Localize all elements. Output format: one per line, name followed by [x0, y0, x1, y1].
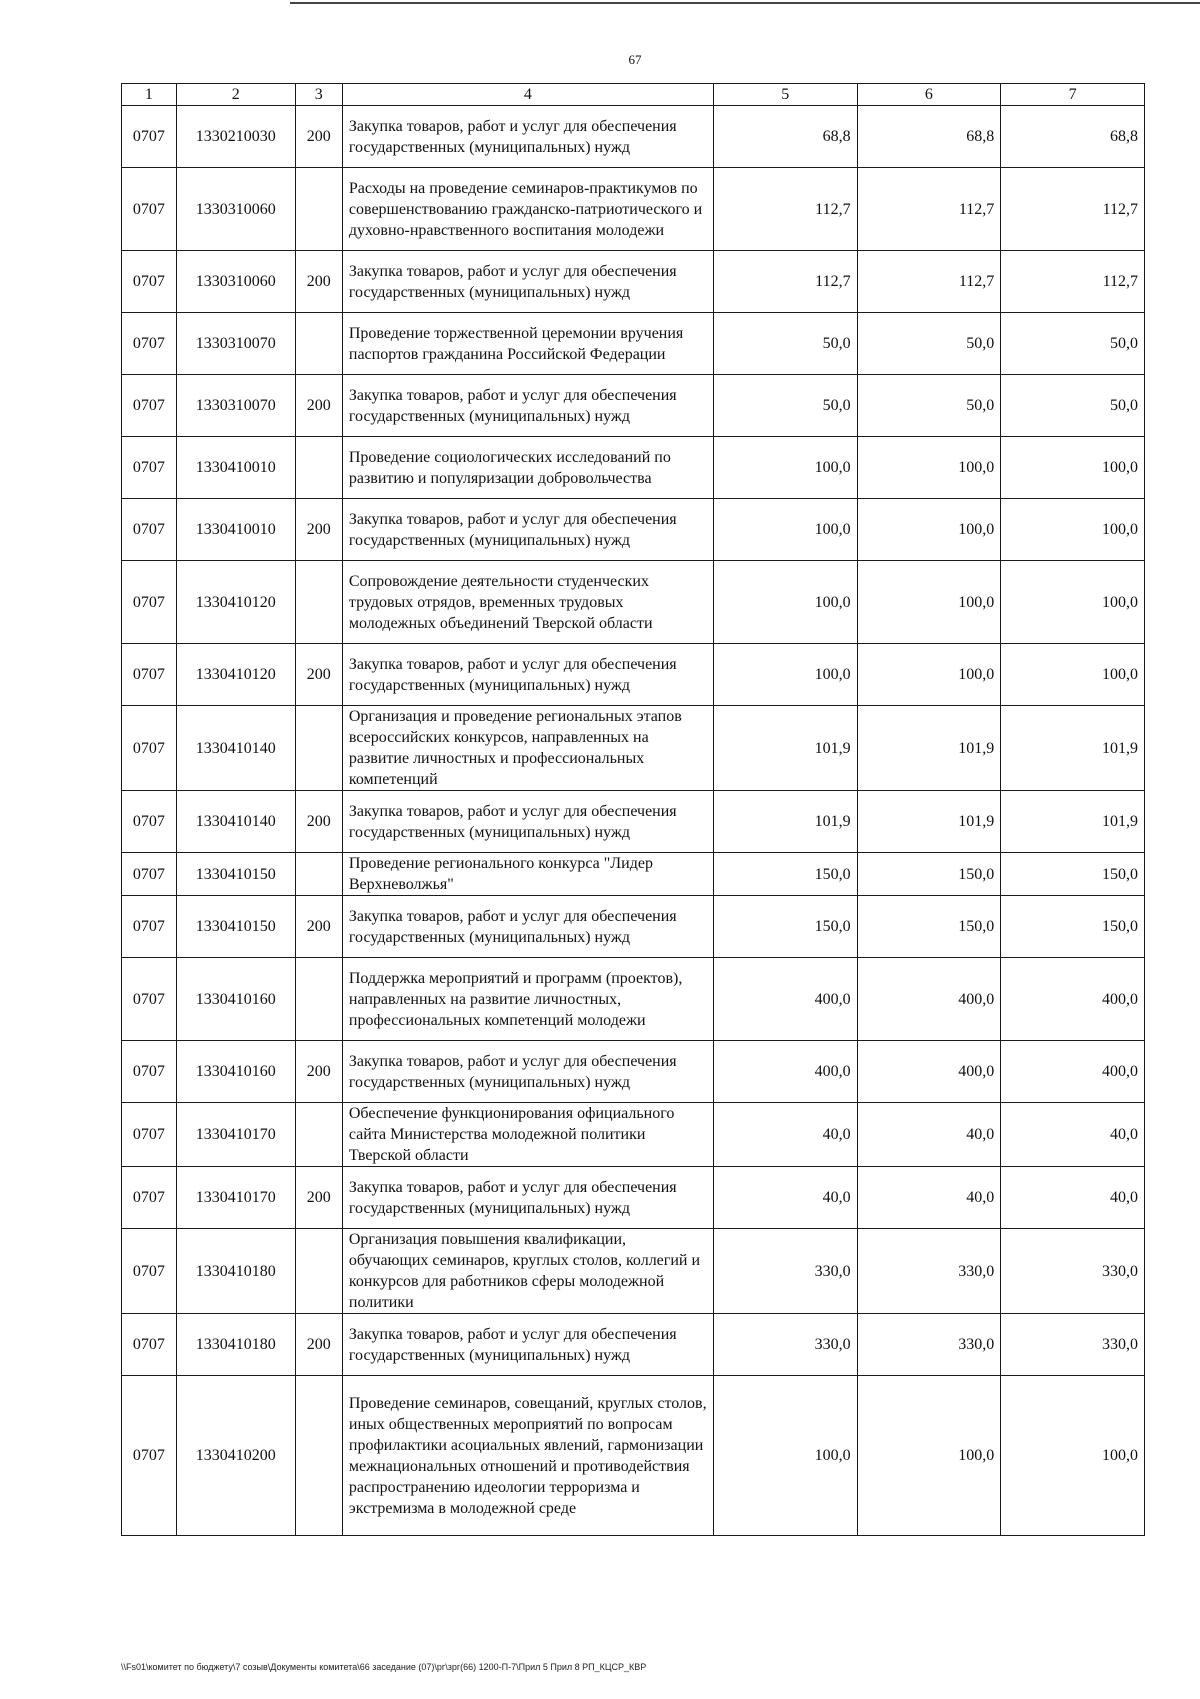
table-row	[122, 644, 1145, 706]
cell-amount-col5: 112,7	[713, 168, 857, 251]
cell-item-name: Проведение социологических исследований по развитию и популяризации добровольчества	[342, 437, 713, 499]
cell-amount-col6: 100,0	[857, 561, 1001, 644]
cell-amount-col7: 50,0	[1001, 375, 1145, 437]
cell-amount-col7: 100,0	[1001, 644, 1145, 706]
table-row	[122, 1103, 1145, 1167]
table-row	[122, 958, 1145, 1041]
table-row	[122, 896, 1145, 958]
cell-section-code: 0707	[122, 853, 177, 896]
table-row	[122, 499, 1145, 561]
cell-target-code: 1330410010	[176, 437, 295, 499]
cell-item-name: Закупка товаров, работ и услуг для обеспечения государственных (муниципальных) нужд	[342, 375, 713, 437]
cell-amount-col6: 101,9	[857, 706, 1001, 791]
cell-expense-type: 200	[295, 791, 342, 853]
column-header: 5	[713, 84, 857, 106]
cell-section-code: 0707	[122, 1376, 177, 1536]
table-row	[122, 168, 1145, 251]
cell-amount-col7: 68,8	[1001, 106, 1145, 168]
table-row	[122, 1167, 1145, 1229]
file-path-footer: \\Fs01\комитет по бюджету\7 созыв\Документы комитета\66 заседание (07)\рг\зрг(66) 1200-П-7\Прил 5 Прил 8 РП_КЦСР_КВР	[121, 1662, 647, 1672]
cell-amount-col6: 50,0	[857, 313, 1001, 375]
column-header: 4	[342, 84, 713, 106]
cell-item-name: Проведение торжественной церемонии вручения паспортов гражданина Российской Федерации	[342, 313, 713, 375]
table-row	[122, 375, 1145, 437]
column-header: 1	[122, 84, 177, 106]
cell-amount-col5: 101,9	[713, 706, 857, 791]
cell-section-code: 0707	[122, 644, 177, 706]
cell-target-code: 1330310060	[176, 168, 295, 251]
cell-amount-col5: 101,9	[713, 791, 857, 853]
cell-target-code: 1330310070	[176, 375, 295, 437]
cell-section-code: 0707	[122, 706, 177, 791]
column-header: 2	[176, 84, 295, 106]
cell-amount-col7: 100,0	[1001, 437, 1145, 499]
cell-amount-col7: 100,0	[1001, 499, 1145, 561]
cell-amount-col7: 101,9	[1001, 791, 1145, 853]
cell-section-code: 0707	[122, 1314, 177, 1376]
cell-amount-col7: 150,0	[1001, 853, 1145, 896]
cell-amount-col7: 100,0	[1001, 561, 1145, 644]
cell-expense-type	[295, 1229, 342, 1314]
cell-expense-type	[295, 168, 342, 251]
cell-amount-col6: 100,0	[857, 499, 1001, 561]
cell-item-name: Обеспечение функционирования официального сайта Министерства молодежной политики Тверской области	[342, 1103, 713, 1167]
cell-amount-col5: 100,0	[713, 437, 857, 499]
cell-section-code: 0707	[122, 251, 177, 313]
cell-amount-col5: 100,0	[713, 1376, 857, 1536]
table-row	[122, 251, 1145, 313]
cell-item-name: Расходы на проведение семинаров-практикумов по совершенствованию гражданско-патриотического и духовно-нравственного воспитания молодежи	[342, 168, 713, 251]
cell-amount-col6: 40,0	[857, 1167, 1001, 1229]
cell-amount-col7: 150,0	[1001, 896, 1145, 958]
cell-expense-type: 200	[295, 644, 342, 706]
cell-amount-col6: 100,0	[857, 437, 1001, 499]
cell-item-name: Закупка товаров, работ и услуг для обеспечения государственных (муниципальных) нужд	[342, 1167, 713, 1229]
cell-expense-type: 200	[295, 1167, 342, 1229]
table-row	[122, 791, 1145, 853]
cell-section-code: 0707	[122, 375, 177, 437]
cell-target-code: 1330410180	[176, 1314, 295, 1376]
cell-amount-col6: 112,7	[857, 168, 1001, 251]
cell-amount-col7: 400,0	[1001, 958, 1145, 1041]
cell-item-name: Поддержка мероприятий и программ (проектов), направленных на развитие личностных, профессиональных компетенций молодежи	[342, 958, 713, 1041]
cell-amount-col7: 100,0	[1001, 1376, 1145, 1536]
cell-expense-type	[295, 706, 342, 791]
table-row	[122, 706, 1145, 791]
cell-expense-type: 200	[295, 1314, 342, 1376]
cell-amount-col5: 150,0	[713, 896, 857, 958]
cell-amount-col5: 100,0	[713, 644, 857, 706]
table-row	[122, 437, 1145, 499]
cell-expense-type	[295, 1376, 342, 1536]
cell-amount-col7: 40,0	[1001, 1167, 1145, 1229]
cell-amount-col7: 50,0	[1001, 313, 1145, 375]
cell-amount-col6: 100,0	[857, 644, 1001, 706]
cell-amount-col7: 40,0	[1001, 1103, 1145, 1167]
cell-amount-col7: 400,0	[1001, 1041, 1145, 1103]
page-number: 67	[628, 52, 642, 67]
cell-item-name: Проведение регионального конкурса "Лидер Верхневолжья"	[342, 853, 713, 896]
cell-amount-col5: 400,0	[713, 958, 857, 1041]
cell-target-code: 1330410120	[176, 644, 295, 706]
cell-expense-type: 200	[295, 896, 342, 958]
cell-section-code: 0707	[122, 896, 177, 958]
cell-item-name: Организация и проведение региональных этапов всероссийских конкурсов, направленных на развитие личностных и профессиональных компетенций	[342, 706, 713, 791]
cell-expense-type	[295, 437, 342, 499]
cell-target-code: 1330410010	[176, 499, 295, 561]
column-number-row	[122, 84, 1145, 106]
table-row	[122, 106, 1145, 168]
cell-target-code: 1330310060	[176, 251, 295, 313]
cell-section-code: 0707	[122, 106, 177, 168]
column-header: 6	[857, 84, 1001, 106]
cell-section-code: 0707	[122, 1103, 177, 1167]
cell-amount-col6: 68,8	[857, 106, 1001, 168]
cell-target-code: 1330410140	[176, 791, 295, 853]
table-row	[122, 1376, 1145, 1536]
cell-amount-col6: 40,0	[857, 1103, 1001, 1167]
cell-amount-col5: 400,0	[713, 1041, 857, 1103]
cell-expense-type	[295, 853, 342, 896]
cell-expense-type: 200	[295, 499, 342, 561]
column-header: 3	[295, 84, 342, 106]
cell-target-code: 1330410160	[176, 1041, 295, 1103]
cell-amount-col5: 50,0	[713, 313, 857, 375]
cell-item-name: Сопровождение деятельности студенческих трудовых отрядов, временных трудовых молодежных объединений Тверской области	[342, 561, 713, 644]
cell-item-name: Закупка товаров, работ и услуг для обеспечения государственных (муниципальных) нужд	[342, 896, 713, 958]
cell-amount-col5: 112,7	[713, 251, 857, 313]
cell-target-code: 1330410160	[176, 958, 295, 1041]
cell-target-code: 1330410170	[176, 1167, 295, 1229]
cell-item-name: Закупка товаров, работ и услуг для обеспечения государственных (муниципальных) нужд	[342, 644, 713, 706]
cell-amount-col7: 330,0	[1001, 1229, 1145, 1314]
table-row	[122, 313, 1145, 375]
cell-amount-col7: 112,7	[1001, 251, 1145, 313]
cell-amount-col7: 112,7	[1001, 168, 1145, 251]
cell-amount-col6: 150,0	[857, 853, 1001, 896]
cell-amount-col5: 100,0	[713, 499, 857, 561]
cell-amount-col7: 330,0	[1001, 1314, 1145, 1376]
cell-item-name: Закупка товаров, работ и услуг для обеспечения государственных (муниципальных) нужд	[342, 499, 713, 561]
cell-item-name: Закупка товаров, работ и услуг для обеспечения государственных (муниципальных) нужд	[342, 1041, 713, 1103]
cell-item-name: Проведение семинаров, совещаний, круглых столов, иных общественных мероприятий по вопросам профилактики асоциальных явлений, гармонизации межнациональных отношений и противодействия распространению идеологии терроризма и экстремизма в молодежной среде	[342, 1376, 713, 1536]
cell-amount-col6: 330,0	[857, 1314, 1001, 1376]
cell-section-code: 0707	[122, 1041, 177, 1103]
cell-expense-type	[295, 958, 342, 1041]
column-header: 7	[1001, 84, 1145, 106]
cell-section-code: 0707	[122, 958, 177, 1041]
cell-target-code: 1330410150	[176, 896, 295, 958]
table-row	[122, 1314, 1145, 1376]
cell-item-name: Закупка товаров, работ и услуг для обеспечения государственных (муниципальных) нужд	[342, 1314, 713, 1376]
table-row	[122, 561, 1145, 644]
cell-section-code: 0707	[122, 168, 177, 251]
cell-amount-col5: 150,0	[713, 853, 857, 896]
cell-target-code: 1330310070	[176, 313, 295, 375]
cell-amount-col5: 330,0	[713, 1229, 857, 1314]
cell-amount-col5: 40,0	[713, 1103, 857, 1167]
cell-target-code: 1330410180	[176, 1229, 295, 1314]
cell-target-code: 1330410120	[176, 561, 295, 644]
cell-section-code: 0707	[122, 791, 177, 853]
cell-expense-type: 200	[295, 251, 342, 313]
cell-section-code: 0707	[122, 437, 177, 499]
cell-expense-type	[295, 313, 342, 375]
cell-amount-col6: 101,9	[857, 791, 1001, 853]
top-border-line	[290, 2, 1200, 4]
cell-target-code: 1330410200	[176, 1376, 295, 1536]
cell-amount-col5: 330,0	[713, 1314, 857, 1376]
cell-expense-type: 200	[295, 106, 342, 168]
cell-expense-type	[295, 1103, 342, 1167]
cell-section-code: 0707	[122, 499, 177, 561]
table-row	[122, 853, 1145, 896]
cell-amount-col7: 101,9	[1001, 706, 1145, 791]
cell-target-code: 1330210030	[176, 106, 295, 168]
cell-expense-type: 200	[295, 375, 342, 437]
cell-amount-col5: 40,0	[713, 1167, 857, 1229]
cell-target-code: 1330410140	[176, 706, 295, 791]
cell-amount-col6: 400,0	[857, 958, 1001, 1041]
cell-item-name: Организация повышения квалификации, обучающих семинаров, круглых столов, коллегий и конкурсов для работников сферы молодежной политики	[342, 1229, 713, 1314]
cell-amount-col5: 50,0	[713, 375, 857, 437]
cell-amount-col6: 50,0	[857, 375, 1001, 437]
cell-item-name: Закупка товаров, работ и услуг для обеспечения государственных (муниципальных) нужд	[342, 106, 713, 168]
cell-amount-col6: 400,0	[857, 1041, 1001, 1103]
cell-item-name: Закупка товаров, работ и услуг для обеспечения государственных (муниципальных) нужд	[342, 251, 713, 313]
cell-expense-type	[295, 561, 342, 644]
cell-section-code: 0707	[122, 1229, 177, 1314]
cell-amount-col5: 68,8	[713, 106, 857, 168]
budget-table	[121, 83, 1145, 1536]
cell-amount-col6: 330,0	[857, 1229, 1001, 1314]
cell-amount-col6: 150,0	[857, 896, 1001, 958]
cell-expense-type: 200	[295, 1041, 342, 1103]
cell-item-name: Закупка товаров, работ и услуг для обеспечения государственных (муниципальных) нужд	[342, 791, 713, 853]
table-row	[122, 1041, 1145, 1103]
cell-amount-col6: 100,0	[857, 1376, 1001, 1536]
cell-target-code: 1330410150	[176, 853, 295, 896]
cell-section-code: 0707	[122, 313, 177, 375]
cell-amount-col6: 112,7	[857, 251, 1001, 313]
cell-section-code: 0707	[122, 1167, 177, 1229]
table-row	[122, 1229, 1145, 1314]
cell-amount-col5: 100,0	[713, 561, 857, 644]
cell-section-code: 0707	[122, 561, 177, 644]
cell-target-code: 1330410170	[176, 1103, 295, 1167]
